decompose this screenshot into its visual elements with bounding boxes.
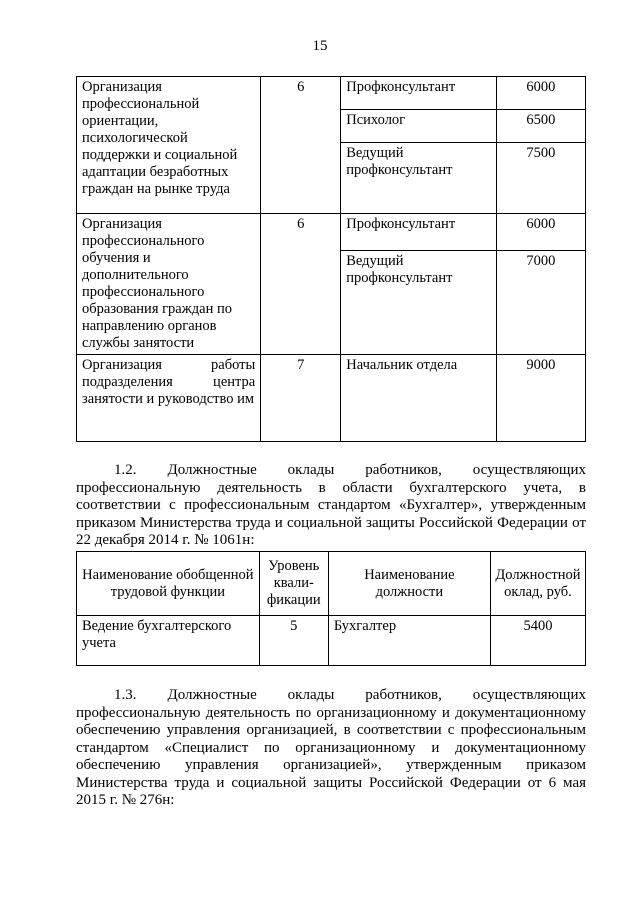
function-cell: Организация профессионального обучения и дополнительного профессионального образования граждан по направлению органов службы занятости [77, 214, 261, 355]
function-cell: Организация профессиональной ориентации, психологической поддержки и социальной адаптации безработных граждан на рынке труда [77, 77, 261, 214]
table-row [77, 355, 586, 442]
function-cell: Организация работы подразделения центра занятости и руководство им [77, 355, 261, 442]
position-cell: Профконсультант [341, 214, 496, 251]
table-row [77, 77, 586, 110]
page-number: 15 [312, 38, 328, 54]
section-1-3-text: 1.3. Должностные оклады работников, осуществляющих профессиональную деятельность по организационному и документационному обеспечению управления организацией, в соответствии с профессиональным стандартом «Специалист по организационному и документационному обеспечению управления организацией», утвержденным приказом Министерства труда и социальной защиты Российской Федерации от 6 мая 2015 г. № 276н: [76, 687, 586, 808]
function-cell: Ведение бухгалтерского учета [77, 616, 260, 666]
header-function: Наименование обобщенной трудовой функции [77, 552, 260, 616]
section-1-3-paragraph [76, 687, 586, 810]
position-cell: Ведущий профконсультант [341, 143, 496, 214]
qualification-level-cell: 6 [261, 214, 341, 355]
position-cell: Ведущий профконсультант [341, 251, 496, 355]
position-cell: Психолог [341, 110, 496, 143]
header-salary: Должностной оклад, руб. [490, 552, 585, 616]
table-header-row [77, 552, 586, 616]
position-cell: Бухгалтер [328, 616, 490, 666]
salary-cell: 6000 [496, 214, 585, 251]
section-1-2-paragraph [76, 462, 586, 550]
table-row [77, 214, 586, 251]
salary-cell: 5400 [490, 616, 585, 666]
table-row [77, 616, 586, 666]
position-cell: Профконсультант [341, 77, 496, 110]
salary-table-career-guidance [76, 76, 586, 442]
qualification-level-cell: 7 [261, 355, 341, 442]
salary-cell: 7000 [496, 251, 585, 355]
qualification-level-cell: 5 [259, 616, 328, 666]
section-1-2-text: 1.2. Должностные оклады работников, осуществляющих профессиональную деятельность в области бухгалтерского учета, в соответствии с профессиональным стандартом «Бухгалтер», утвержденным приказом Министерства труда и социальной защиты Российской Федерации от 22 декабря 2014 г. № 1061н: [76, 462, 586, 548]
salary-cell: 9000 [496, 355, 585, 442]
salary-table-accountant [76, 551, 586, 666]
salary-cell: 7500 [496, 143, 585, 214]
header-qualification: Уровень квали-фикации [259, 552, 328, 616]
salary-cell: 6000 [496, 77, 585, 110]
header-position: Наименование должности [328, 552, 490, 616]
qualification-level-cell: 6 [261, 77, 341, 214]
salary-cell: 6500 [496, 110, 585, 143]
position-cell: Начальник отдела [341, 355, 496, 442]
